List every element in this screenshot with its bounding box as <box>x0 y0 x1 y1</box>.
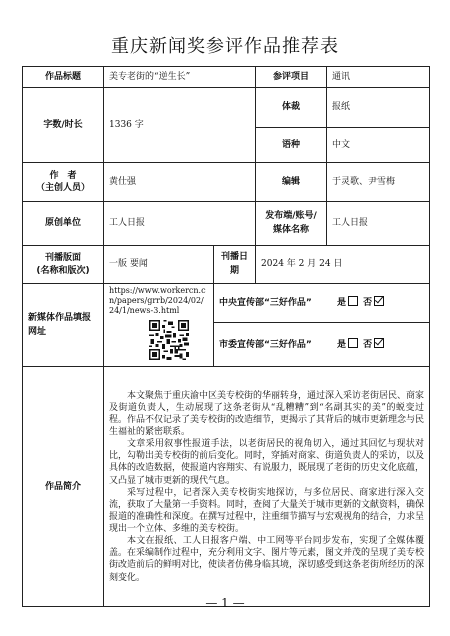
genre-label: 体裁 <box>256 88 327 128</box>
genre-value: 报纸 <box>327 88 430 128</box>
category-value: 通讯 <box>327 67 430 88</box>
central-yes-checkbox[interactable] <box>348 296 358 306</box>
date-value: 2024 年 2 月 24 日 <box>256 246 430 284</box>
municipal-no-label: 否 <box>363 340 373 351</box>
recommendation-form <box>22 66 430 607</box>
url-cell <box>104 284 214 367</box>
municipal-no-checkbox[interactable] <box>374 338 384 348</box>
central-sanhao-row <box>214 284 430 323</box>
editor-value: 于灵歌、尹雪梅 <box>327 163 430 202</box>
publisher-label: 发布端/账号/媒体名称 <box>256 202 327 246</box>
page-value: 一版 要闻 <box>104 246 214 284</box>
summary-paragraph: 本文聚焦于重庆渝中区美专校街的华丽转身，通过深入采访老街居民、商家及街道负责人，生动展现了这条老街从“乱糟糟”到“名副其实的美”的蜕变过程。作品不仅记录了美专校街的改造细节，更揭示了其背后的城市更新理念与民生福祉的紧密联系。 <box>109 390 425 437</box>
summary-paragraph: 采写过程中，记者深入美专校街实地探访，与多位居民、商家进行深入交流，获取了大量第一手资料。同时，查阅了大量关于城市更新的文献资料，确保报道的准确性和深度。在撰写过程中，注重细节描写与宏观视角的结合，力求呈现出一个立体、多维的美专校街。 <box>109 487 425 535</box>
central-yes-label: 是 <box>336 298 346 309</box>
central-sanhao-label: 中央宣传部“三好作品” <box>219 298 312 309</box>
unit-label: 原创单位 <box>23 202 104 246</box>
summary-paragraph: 文章采用叙事性报道手法，以老街居民的视角切入，通过其回忆与现状对比，勾勒出美专校街的前后变化。同时，穿插对商家、街道负责人的采访，以及具体的改造数据，使报道内容翔实、有说服力，既展现了老街的历史文化底蕴，又凸显了城市更新的现代气息。 <box>109 439 425 486</box>
length-label: 字数/时长 <box>23 88 104 163</box>
municipal-sanhao-label: 市委宣传部“三好作品” <box>219 340 312 351</box>
municipal-yes-label: 是 <box>336 340 346 351</box>
date-label: 刊播日期 <box>214 246 256 284</box>
municipal-yes-checkbox[interactable] <box>348 338 358 348</box>
page-label-line2: (名称和版次) <box>36 265 90 276</box>
url-label: 新媒体作品填报网址 <box>23 284 104 367</box>
central-no-label: 否 <box>363 298 373 309</box>
author-label <box>23 163 104 202</box>
url-value[interactable]: https://www.workercn.cn/papers/grrb/2024/02/24/1/news-3.html <box>109 286 206 315</box>
length-value: 1336 字 <box>104 88 256 163</box>
unit-value: 工人日报 <box>104 202 256 246</box>
author-label-line2: （主创人员） <box>35 183 90 193</box>
author-label-line1: 作 者 <box>49 170 77 181</box>
language-value: 中文 <box>327 128 430 163</box>
language-label: 语种 <box>256 128 327 163</box>
work-title-value: 美专老街的“逆生长” <box>104 67 256 88</box>
page-title: 重庆新闻奖参评作品推荐表 <box>111 36 339 57</box>
work-title-label: 作品标题 <box>23 67 104 88</box>
page-label-line1: 刊播版面 <box>44 253 81 264</box>
page-label <box>23 246 104 284</box>
page-number: — 1 — <box>205 596 245 610</box>
central-no-checkbox[interactable] <box>374 296 384 306</box>
summary-body <box>104 367 430 607</box>
summary-label: 作品简介 <box>23 367 104 607</box>
qr-code-icon <box>149 320 189 360</box>
category-label: 参评项目 <box>256 67 327 88</box>
publisher-value: 工人日报 <box>327 202 430 246</box>
summary-paragraph: 本文在报纸、工人日报客户端、中工网等平台同步发布，实现了全媒体覆盖。在采编制作过程中，充分利用文字、图片等元素，图文并茂的呈现了美专校街改造前后的鲜明对比，使读者仿佛身临其境，深切感受到这条老街所经历的深刻变化。 <box>109 536 425 583</box>
editor-label: 编辑 <box>256 163 327 202</box>
author-value: 黄仕强 <box>104 163 256 202</box>
municipal-sanhao-row <box>214 323 430 367</box>
